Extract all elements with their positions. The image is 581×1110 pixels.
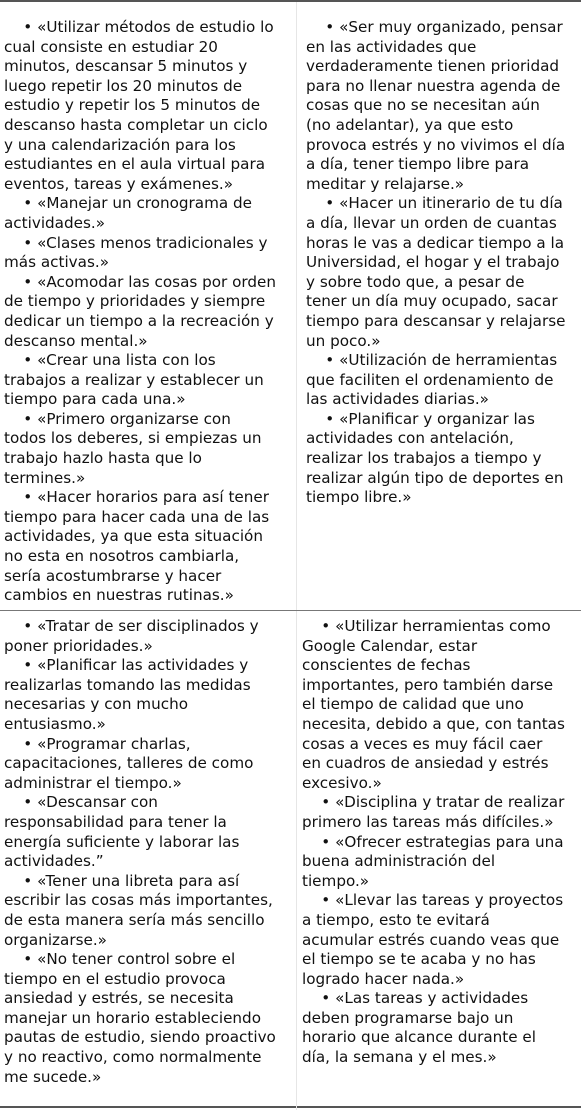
text-line: • «Hacer un itinerario de tu día bbox=[306, 194, 563, 213]
text-line: dedicar un tiempo a la recreación y bbox=[4, 311, 274, 330]
text-line: administrar el tiempo.» bbox=[4, 773, 182, 792]
text-line: • «Programar charlas, bbox=[4, 734, 191, 753]
text-line: cosas que no se necesitan aún bbox=[306, 96, 540, 115]
text-line: estudio y repetir los 5 minutos de bbox=[4, 96, 261, 115]
text-line: • «Acomodar las cosas por orden bbox=[4, 272, 277, 291]
text-line: en las actividades que bbox=[306, 37, 477, 56]
text-line: actividades.” bbox=[4, 852, 104, 871]
column-separator bbox=[296, 2, 297, 1110]
text-line: horas le vas a dedicar tiempo a la bbox=[306, 233, 565, 252]
text-line: realizar los trabajos a tiempo y bbox=[306, 449, 542, 468]
text-line: buena administración del bbox=[302, 852, 496, 871]
text-line: manejar un horario estableciendo bbox=[4, 1008, 261, 1027]
text-line: • «Hacer horarios para así tener bbox=[4, 488, 269, 507]
text-line: que faciliten el ordenamiento de bbox=[306, 370, 554, 389]
text-line: primero las tareas más difíciles.» bbox=[302, 812, 554, 831]
text-line: organizarse.» bbox=[4, 930, 107, 949]
text-line: realizarlas tomando las medidas bbox=[4, 675, 251, 694]
text-line: más activas.» bbox=[4, 253, 109, 272]
text-line: • «Utilización de herramientas bbox=[306, 351, 558, 370]
text-line: sería acostumbrarse y hacer bbox=[4, 566, 222, 585]
text-line: tener un día muy ocupado, sacar bbox=[306, 292, 558, 311]
text-line: a día, tener tiempo libre para bbox=[306, 155, 530, 174]
text-line: trabajo hazlo hasta que lo bbox=[4, 449, 202, 468]
text-line: tiempo en el estudio provoca bbox=[4, 969, 226, 988]
text-line: a tiempo, esto te evitará bbox=[302, 910, 490, 929]
text-line: día, la semana y el mes.» bbox=[302, 1048, 497, 1067]
text-line: tiempo libre.» bbox=[306, 488, 412, 507]
text-line: cambios en nuestras rutinas.» bbox=[4, 586, 234, 605]
text-line: • «Utilizar herramientas como bbox=[302, 617, 551, 635]
text-line: el tiempo de calidad que uno bbox=[302, 695, 524, 714]
text-line: pautas de estudio, siendo proactivo bbox=[4, 1028, 276, 1047]
text-line: • «Descansar con bbox=[4, 793, 158, 812]
text-line: para no llenar nuestra agenda de bbox=[306, 76, 561, 95]
text-line: y no reactivo, como normalmente bbox=[4, 1048, 262, 1067]
text-line: estudiantes en el aula virtual para bbox=[4, 155, 266, 174]
text-line: • «Crear una lista con los bbox=[4, 351, 216, 370]
text-line: • «Ofrecer estrategias para una bbox=[302, 832, 564, 851]
text-line: • «Planificar las actividades y bbox=[4, 656, 249, 675]
text-line: descanso hasta completar un ciclo bbox=[4, 115, 268, 134]
text-line: de tiempo y prioridades y siempre bbox=[4, 292, 266, 311]
text-line: escribir las cosas más importantes, bbox=[4, 891, 273, 910]
text-line: cual consiste en estudiar 20 bbox=[4, 37, 218, 56]
text-line: • «Primero organizarse con bbox=[4, 409, 231, 428]
text-line: no esta en nosotros cambiarla, bbox=[4, 547, 240, 566]
text-line: deben programarse bajo un bbox=[302, 1008, 514, 1027]
text-line: (no adelantar), ya que esto bbox=[306, 115, 514, 134]
cell-bottom-left bbox=[4, 617, 292, 1087]
text-line: actividades.» bbox=[4, 213, 106, 232]
text-line: tiempo para descansar y relajarse bbox=[306, 311, 566, 330]
cell-top-right bbox=[306, 18, 581, 508]
text-line: acumular estrés cuando veas que bbox=[302, 930, 560, 949]
text-line: • «Disciplina y tratar de realizar bbox=[302, 793, 565, 812]
text-line: necesita, debido a que, con tantas bbox=[302, 714, 565, 733]
text-line: responsabilidad para tener la bbox=[4, 812, 227, 831]
text-line: energía suficiente y laborar las bbox=[4, 832, 240, 851]
cell-bottom-right bbox=[302, 617, 581, 1068]
text-line: • «Manejar un cronograma de bbox=[4, 194, 253, 213]
text-line: capacitaciones, talleres de como bbox=[4, 754, 254, 773]
text-line: necesarias y con mucho bbox=[4, 695, 188, 714]
text-line: • «Llevar las tareas y proyectos bbox=[302, 891, 564, 910]
text-line: un poco.» bbox=[306, 331, 381, 350]
text-line: conscientes de fechas bbox=[302, 656, 471, 675]
text-line: me sucede.» bbox=[4, 1067, 102, 1086]
text-line: luego repetir los 20 minutos de bbox=[4, 76, 243, 95]
text-line: eventos, tareas y exámenes.» bbox=[4, 174, 234, 193]
text-line: actividades con antelación, bbox=[306, 429, 514, 448]
text-line: poner prioridades.» bbox=[4, 636, 153, 655]
text-line: las actividades diarias.» bbox=[306, 390, 489, 409]
text-line: meditar y relajarse.» bbox=[306, 174, 465, 193]
text-line: de esta manera sería más sencillo bbox=[4, 910, 265, 929]
text-line: • «Tener una libreta para así bbox=[4, 871, 240, 890]
text-line: tiempo para cada una.» bbox=[4, 390, 186, 409]
text-line: todos los deberes, si empiezas un bbox=[4, 429, 262, 448]
text-line: tiempo para hacer cada una de las bbox=[4, 507, 270, 526]
text-line: realizar algún tipo de deportes en bbox=[306, 468, 564, 487]
text-line: verdaderamente tienen prioridad bbox=[306, 57, 560, 76]
text-line: ansiedad y estrés, se necesita bbox=[4, 989, 234, 1008]
text-line: entusiasmo.» bbox=[4, 714, 106, 733]
text-line: tiempo.» bbox=[302, 871, 370, 890]
text-line: trabajos a realizar y establecer un bbox=[4, 370, 264, 389]
text-line: en cuadros de ansiedad y estrés bbox=[302, 754, 549, 773]
text-line: logrado hacer nada.» bbox=[302, 969, 465, 988]
text-line: el tiempo se te acaba y no has bbox=[302, 950, 536, 969]
text-line: excesivo.» bbox=[302, 773, 382, 792]
text-line: provoca estrés y no vivimos el día bbox=[306, 135, 566, 154]
text-line: y una calendarización para los bbox=[4, 135, 236, 154]
cell-top-left bbox=[4, 18, 292, 606]
text-line: termines.» bbox=[4, 468, 86, 487]
text-line: descanso mental.» bbox=[4, 331, 148, 350]
text-line: • «Planificar y organizar las bbox=[306, 409, 535, 428]
text-line: a día, llevar un orden de cuantas bbox=[306, 213, 557, 232]
text-line: • «Las tareas y actividades bbox=[302, 989, 529, 1008]
text-line: actividades, ya que esta situación bbox=[4, 527, 263, 546]
text-line: importantes, pero también darse bbox=[302, 675, 554, 694]
text-line: • «Utilizar métodos de estudio lo bbox=[4, 18, 274, 36]
text-line: horario que alcance durante el bbox=[302, 1028, 536, 1047]
row-divider bbox=[0, 610, 581, 611]
text-line: • «Tratar de ser disciplinados y bbox=[4, 617, 259, 635]
text-line: Universidad, el hogar y el trabajo bbox=[306, 253, 560, 272]
text-line: minutos, descansar 5 minutos y bbox=[4, 57, 248, 76]
text-line: cosas a veces es muy fácil caer bbox=[302, 734, 543, 753]
text-line: • «Clases menos tradicionales y bbox=[4, 233, 268, 252]
text-line: Google Calendar, estar bbox=[302, 636, 478, 655]
text-line: • «No tener control sobre el bbox=[4, 950, 236, 969]
text-line: • «Ser muy organizado, pensar bbox=[306, 18, 563, 36]
text-line: y sobre todo que, a pesar de bbox=[306, 272, 525, 291]
